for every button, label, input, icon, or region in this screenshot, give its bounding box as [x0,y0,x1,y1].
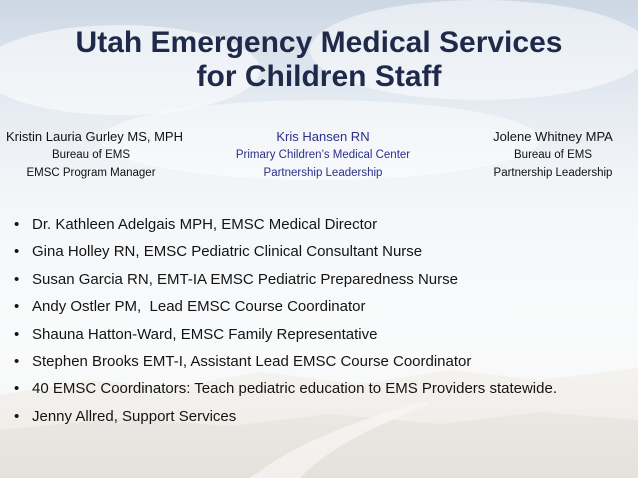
staff-entry: Shauna Hatton-Ward, EMSC Family Representative [32,325,378,343]
list-item [14,348,557,375]
leader-name: Kristin Lauria Gurley MS, MPH [6,129,183,144]
page-title [0,26,638,94]
bullet-icon: • [14,380,20,398]
leader-name: Kris Hansen RN [276,129,370,144]
leader-role: Partnership Leadership [493,167,613,179]
bullet-icon: • [14,270,20,288]
staff-entry: Susan Garcia RN, EMT-IA EMSC Pediatric Preparedness Nurse [32,270,458,288]
staff-entry: Andy Ostler PM, Lead EMSC Course Coordinator [32,298,366,316]
staff-entry: Jenny Allred, Support Services [32,407,237,425]
title-line-1: Utah Emergency Medical Services [75,26,563,59]
leader-role: EMSC Program Manager [26,167,156,179]
staff-list [14,211,557,430]
staff-entry: Dr. Kathleen Adelgais MPH, EMSC Medical Director [32,216,378,233]
leader-affiliation: Primary Children’s Medical Center [235,149,411,161]
bullet-icon: • [14,353,20,371]
leader-affiliation: Bureau of EMS [514,149,592,161]
bullet-icon: • [14,325,20,343]
list-item [14,266,557,293]
bullet-icon: • [14,216,20,233]
leader-column-right [470,128,636,182]
list-item [14,403,557,430]
list-item [14,321,557,348]
list-item [14,375,557,402]
list-item [14,238,557,265]
bullet-icon: • [14,298,20,316]
bullet-icon: • [14,407,20,425]
bullet-icon: • [14,243,20,261]
list-item [14,293,557,320]
staff-entry: Gina Holley RN, EMSC Pediatric Clinical Consultant Nurse [32,243,423,261]
leader-column-left [6,128,206,182]
leader-column-middle [218,128,428,182]
list-item [14,211,557,238]
leader-affiliation: Bureau of EMS [52,149,130,161]
staff-entry: 40 EMSC Coordinators: Teach pediatric education to EMS Providers statewide. [32,380,557,398]
leader-role: Partnership Leadership [263,167,383,179]
leader-name: Jolene Whitney MPA [493,129,613,144]
staff-entry: Stephen Brooks EMT-I, Assistant Lead EMSC Course Coordinator [32,353,472,371]
title-line-2: for Children Staff [196,60,442,93]
